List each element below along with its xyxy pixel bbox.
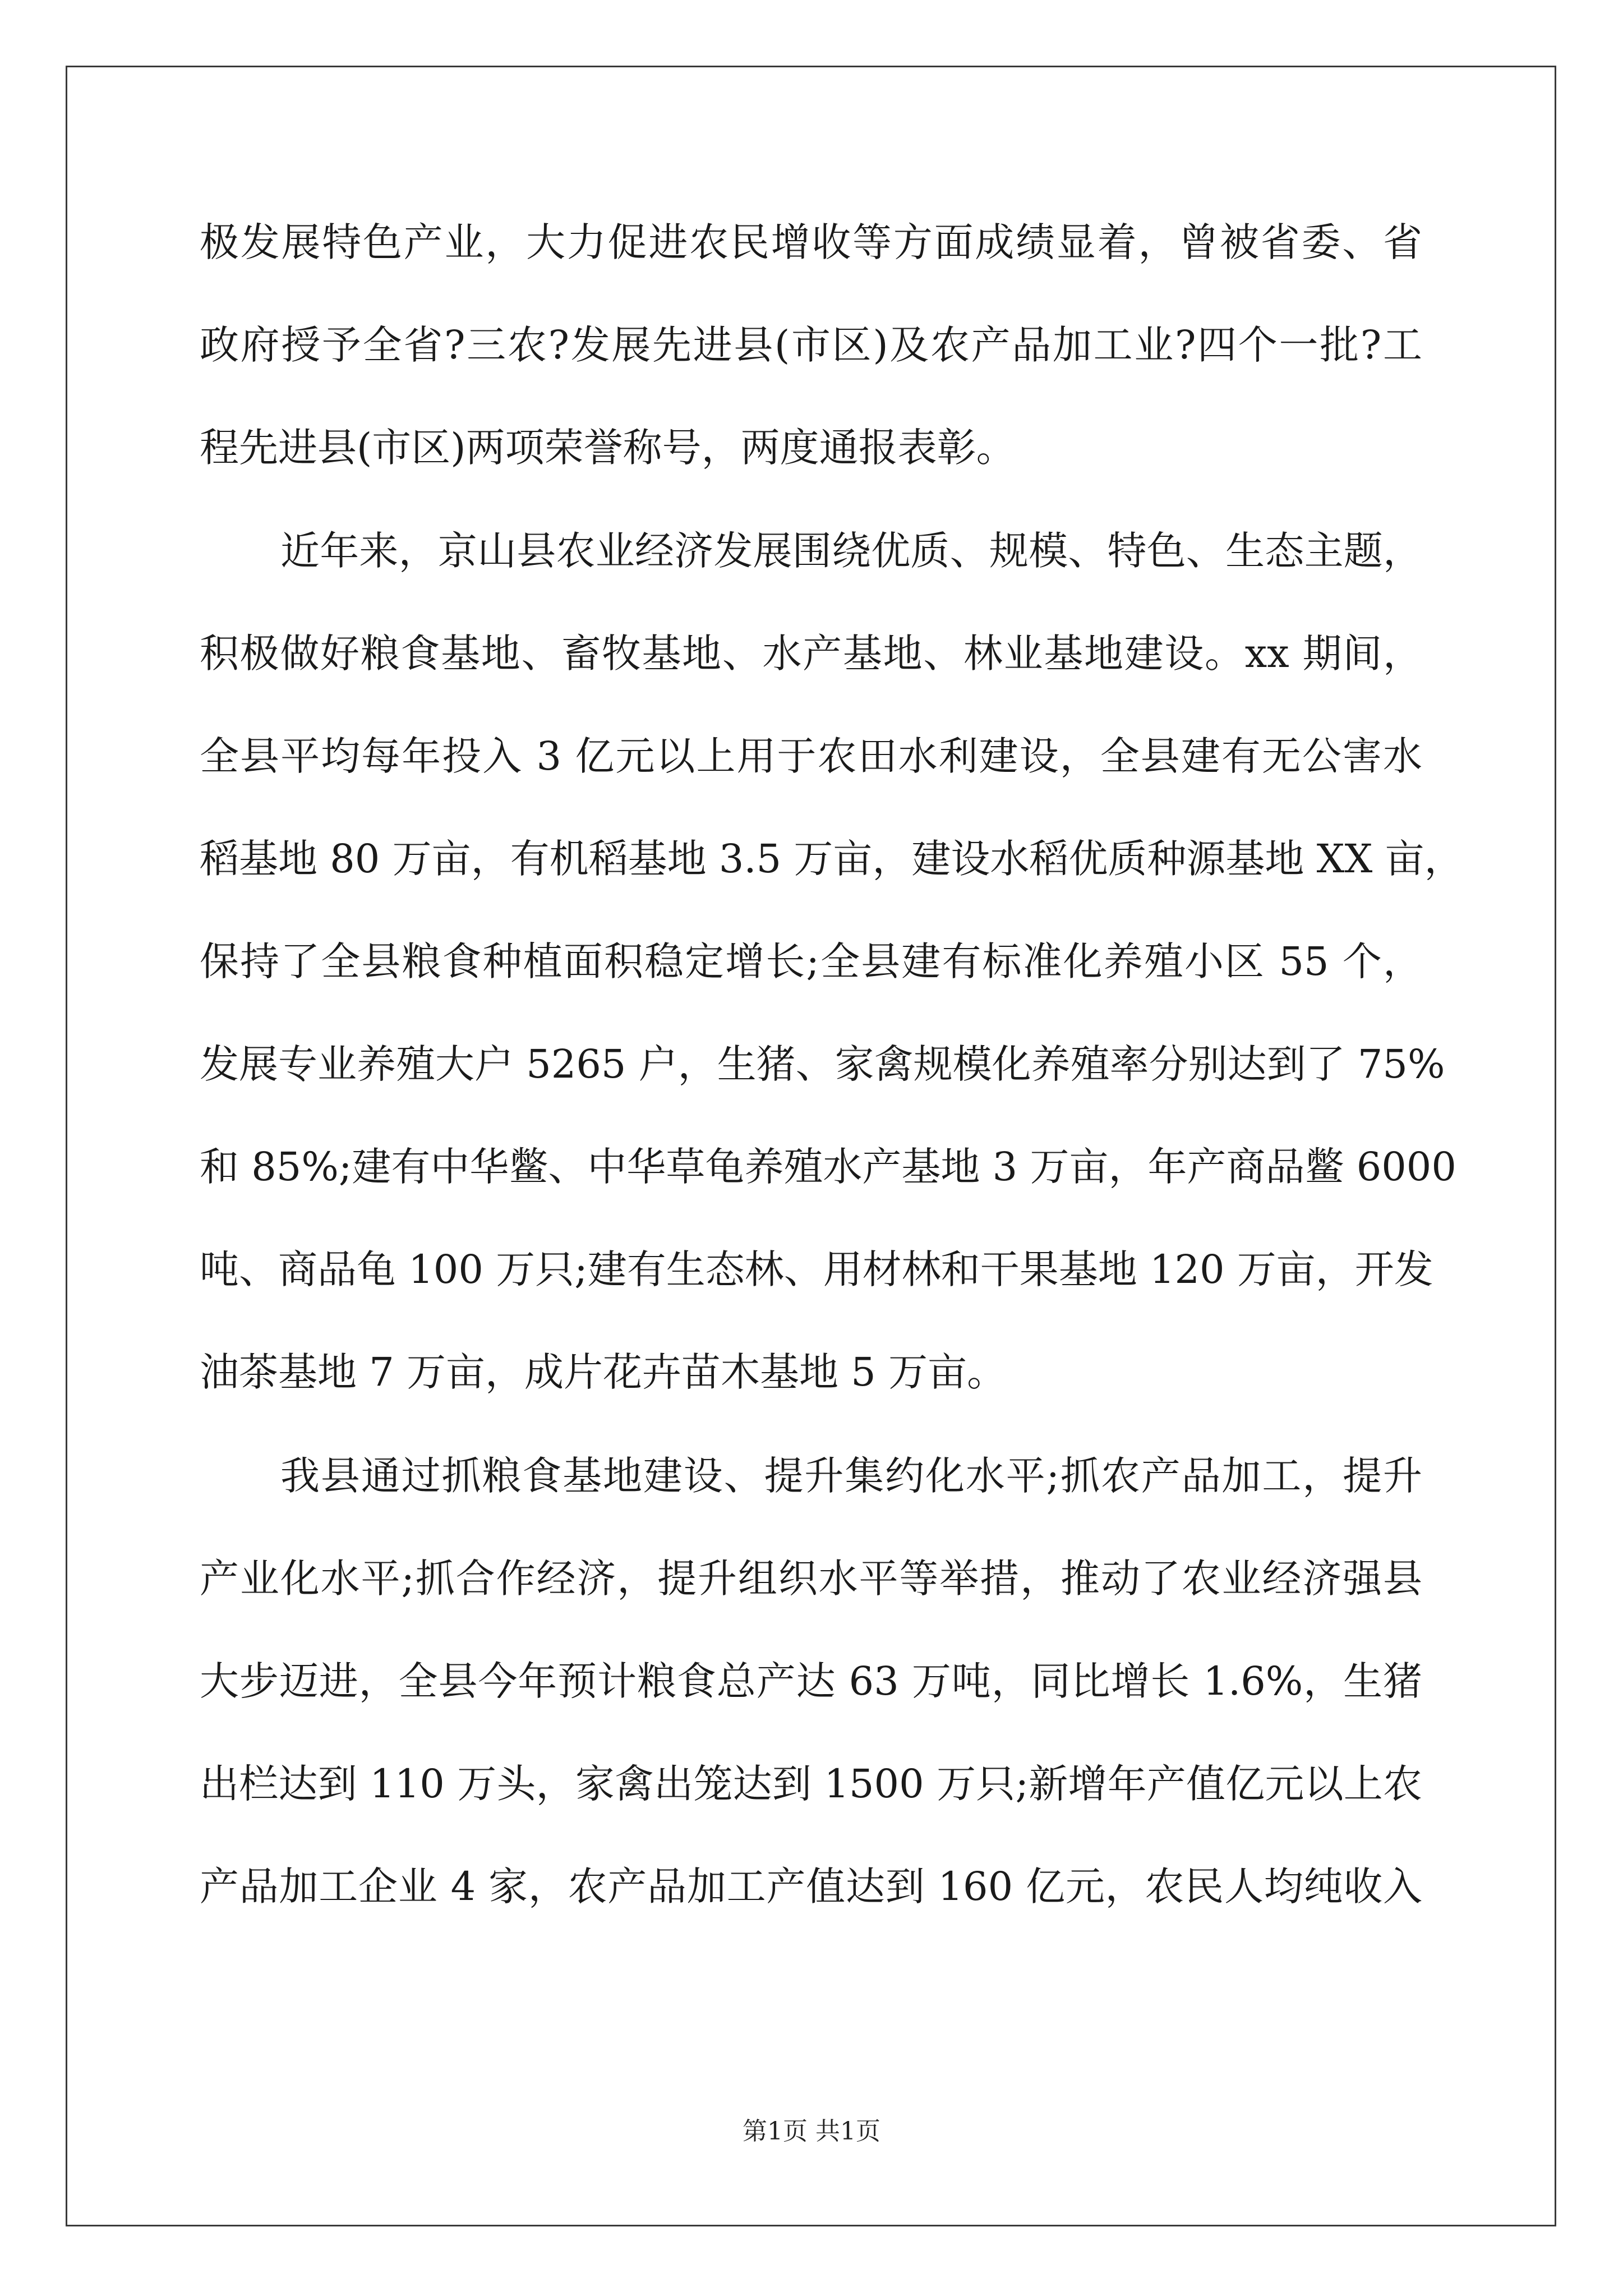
text-line: 积极做好粮食基地、畜牧基地、水产基地、林业基地建设。xx 期间，	[200, 631, 1422, 677]
text-line: 产业化水平;抓合作经济，提升组织水平等举措，推动了农业经济强县	[200, 1556, 1422, 1602]
text-line: 保持了全县粮食种植面积稳定增长;全县建有标准化养殖小区 55 个，	[200, 938, 1423, 984]
text-line: 全县平均每年投入 3 亿元以上用于农田水利建设，全县建有无公害水	[200, 733, 1422, 779]
text-line: 政府授予全省?三农?发展先进县(市区)及农产品加工业?四个一批?工	[200, 322, 1422, 368]
text-line: 发展专业养殖大户 5265 户，生猪、家禽规模化养殖率分别达到了 75%	[200, 1041, 1445, 1087]
text-line: 稻基地 80 万亩，有机稻基地 3.5 万亩，建设水稻优质种源基地 XX 亩，	[200, 836, 1464, 882]
page-footer: 第1页 共1页	[743, 2117, 880, 2146]
text-line: 极发展特色产业，大力促进农民增收等方面成绩显着，曾被省委、省	[200, 219, 1422, 265]
text-line: 和 85%;建有中华鳖、中华草龟养殖水产基地 3 万亩，年产商品鳖 6000	[200, 1144, 1456, 1190]
text-line: 出栏达到 110 万头，家禽出笼达到 1500 万只;新增年产值亿元以上农	[200, 1761, 1422, 1807]
text-line: 近年来，京山县农业经济发展围绕优质、规模、特色、生态主题，	[280, 528, 1422, 574]
text-line: 油茶基地 7 万亩，成片花卉苗木基地 5 万亩。	[200, 1349, 1007, 1395]
text-line: 程先进县(市区)两项荣誉称号，两度通报表彰。	[200, 425, 1016, 471]
text-line: 产品加工企业 4 家，农产品加工产值达到 160 亿元，农民人均纯收入	[200, 1864, 1422, 1910]
text-line: 大步迈进，全县今年预计粮食总产达 63 万吨，同比增长 1.6%，生猪	[200, 1658, 1422, 1704]
text-line: 吨、商品龟 100 万只;建有生态林、用材林和干果基地 120 万亩，开发	[200, 1246, 1433, 1292]
text-line: 我县通过抓粮食基地建设、提升集约化水平;抓农产品加工，提升	[280, 1453, 1422, 1499]
